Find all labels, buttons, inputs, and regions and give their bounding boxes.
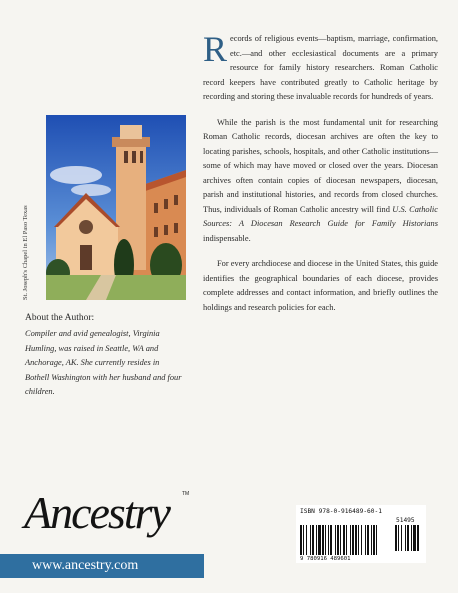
- isbn-text: ISBN 978-0-916489-60-1: [300, 508, 382, 515]
- paragraph-3: For every archdiocese and diocese in the United States, this guide identifies the geographical boundaries of each diocese, provides complete addresses and contact information, and briefly outlines the holdings and research policies for each.: [203, 259, 438, 312]
- barcode-number: 9 780916 489601: [300, 556, 351, 562]
- trademark-mark: TM: [182, 491, 190, 497]
- body-text: [203, 29, 438, 315]
- book-title: U.S. Catholic Sources: A Diocesan Research Guide for Family Historians: [203, 204, 438, 228]
- barcode: [300, 525, 420, 560]
- price-code: 51495: [396, 517, 415, 524]
- chapel-photo: [46, 115, 186, 300]
- ancestry-logo: [24, 485, 190, 541]
- paragraph-2-end: indispensable.: [203, 233, 251, 243]
- paragraph-1: [203, 29, 438, 105]
- paragraph-2: [203, 116, 438, 247]
- website-url[interactable]: www.ancestry.com: [0, 554, 204, 578]
- paragraph-2-text: While the parish is the most fundamental unit for researching Roman Catholic records, diocesan archives are often the key to locating parishes, schools, hospitals, and other Catholic institutions—some of which may have moved or closed over the years. Diocesan archives often contain copies of diocesan newspapers, diocesan, parish and institutional histories, and records from closed churches. Thus, individuals of Roman Catholic ancestry will find: [203, 117, 438, 214]
- about-author: [25, 313, 185, 400]
- photo-caption: St. Joseph's Chapel in El Paso Texas: [22, 205, 29, 300]
- logo-text: Ancestry: [24, 487, 169, 538]
- drop-cap: R: [203, 29, 228, 69]
- author-bio: Compiler and avid genealogist, Virginia Humling, was raised in Seattle, WA and Anchorage, AK. She currently resides in Bothell Washington with her husband and four children.: [25, 329, 182, 396]
- paragraph-1-text: ecords of religious events—baptism, marriage, confirmation, etc.—and other ecclesiastical documents are a primary resource for family history researchers. Roman Catholic record keepers have contributed greatly to Catholic heritage by recording and storing these invaluable records for hundreds of years.: [203, 34, 438, 101]
- author-heading: About the Author:: [25, 313, 95, 323]
